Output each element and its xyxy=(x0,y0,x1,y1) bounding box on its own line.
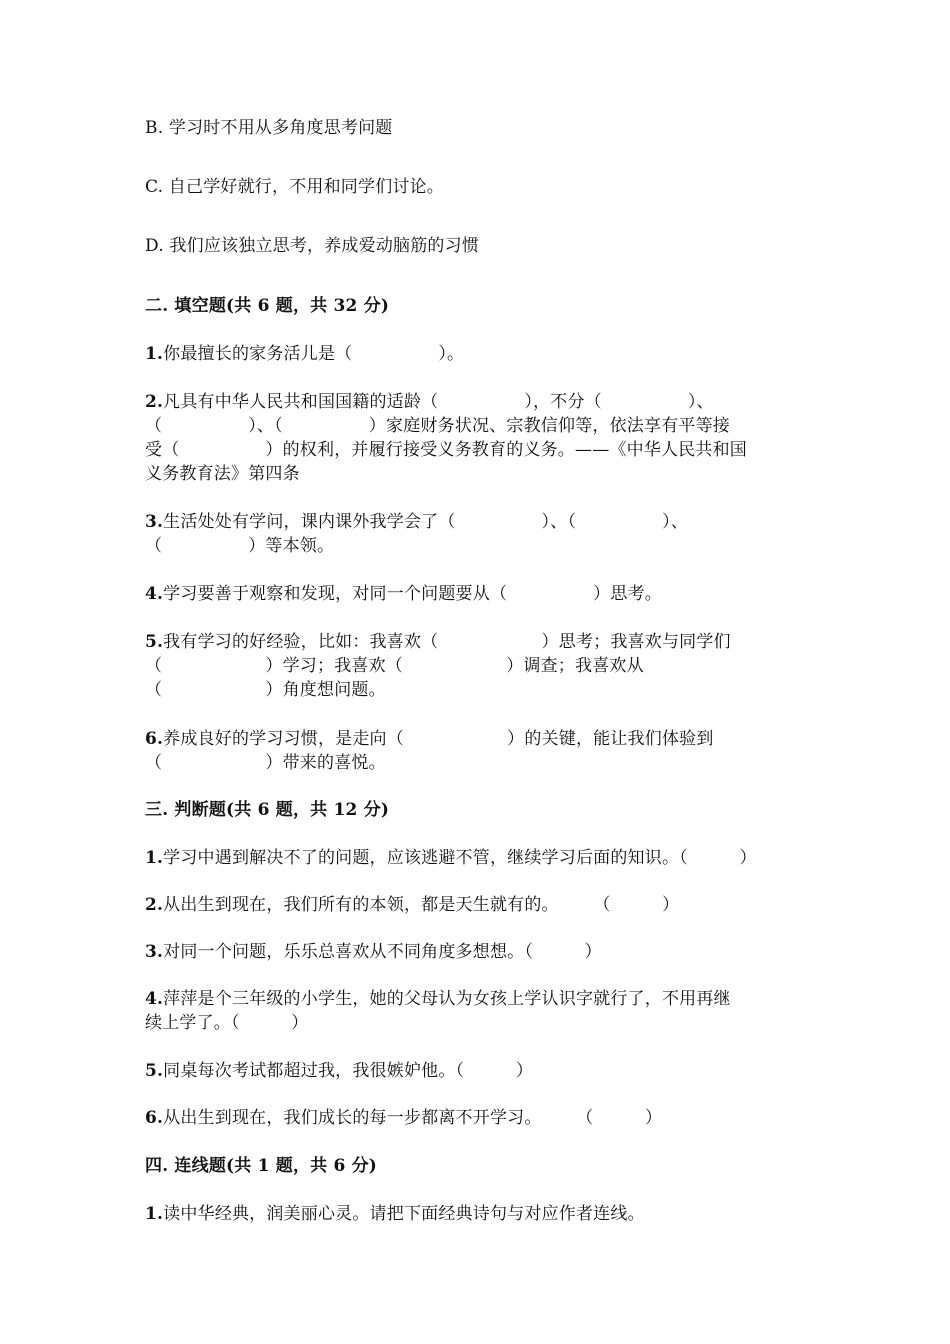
judge-question-1 xyxy=(145,846,757,870)
fill-question-2 xyxy=(145,390,714,414)
question-text: 你最擅长的家务活儿是（ ）。 xyxy=(163,344,465,364)
question-text: 读中华经典，润美丽心灵。请把下面经典诗句与对应作者连线。 xyxy=(163,1204,645,1224)
fill-question-1 xyxy=(145,342,464,366)
question-number: 3. xyxy=(145,942,164,962)
judge-question-3 xyxy=(145,940,602,964)
fill-question-5-line-2: （ ）学习；我喜欢（ ）调查；我喜欢从 xyxy=(145,656,644,676)
judge-question-2 xyxy=(145,893,679,917)
fill-question-2-line-2: （ ）、（ ）家庭财务状况、宗教信仰等，依法享有平等接 xyxy=(145,416,730,436)
question-text: 养成良好的学习习惯，是走向（ ）的关键，能让我们体验到 xyxy=(163,729,714,749)
question-text: 从出生到现在，我们成长的每一步都离不开学习。 （ ） xyxy=(163,1108,663,1128)
question-text: 学习中遇到解决不了的问题，应该逃避不管，继续学习后面的知识。（ ） xyxy=(163,848,757,868)
question-number: 2. xyxy=(145,895,164,915)
match-question-1 xyxy=(145,1202,645,1226)
question-text: 从出生到现在，我们所有的本领，都是天生就有的。 （ ） xyxy=(163,895,680,915)
question-number: 1. xyxy=(145,848,164,868)
question-number: 1. xyxy=(145,344,164,364)
question-text: 我有学习的好经验，比如：我喜欢（ ）思考；我喜欢与同学们 xyxy=(163,632,731,652)
question-text: 学习要善于观察和发现，对同一个问题要从（ ）思考。 xyxy=(163,584,662,604)
question-text: 对同一个问题，乐乐总喜欢从不同角度多想想。（ ） xyxy=(163,942,602,962)
fill-question-3 xyxy=(145,510,688,534)
question-number: 3. xyxy=(145,512,164,532)
question-number: 4. xyxy=(145,989,164,1009)
judge-question-6 xyxy=(145,1106,662,1130)
question-number: 6. xyxy=(145,729,164,749)
judge-question-5 xyxy=(145,1059,533,1083)
fill-question-4 xyxy=(145,582,662,606)
question-text: 凡具有中华人民共和国国籍的适龄（ ），不分（ ）、 xyxy=(163,392,714,412)
question-text: 同桌每次考试都超过我，我很嫉妒他。（ ） xyxy=(163,1061,534,1081)
question-number: 1. xyxy=(145,1204,164,1224)
question-text: 生活处处有学问，课内课外我学会了（ ）、（ ）、 xyxy=(163,512,689,532)
fill-question-2-line-3: 受（ ）的权利，并履行接受义务教育的义务。——《中华人民共和国 xyxy=(145,440,747,460)
question-text: 萍萍是个三年级的小学生，她的父母认为女孩上学认识字就行了，不用再继 xyxy=(163,989,731,1009)
question-number: 5. xyxy=(145,1061,164,1081)
section-title-fill-in: 二. 填空题(共 6 题，共 32 分) xyxy=(145,296,390,316)
question-number: 4. xyxy=(145,584,164,604)
fill-question-3-line-2: （ ）等本领。 xyxy=(145,536,335,556)
question-number: 5. xyxy=(145,632,164,652)
judge-question-4 xyxy=(145,987,731,1011)
question-number: 2. xyxy=(145,392,164,412)
judge-question-4-line-2: 续上学了。（ ） xyxy=(145,1013,309,1033)
option-c: C. 自己学好就行，不用和同学们讨论。 xyxy=(145,177,445,197)
fill-question-2-line-4: 义务教育法》第四条 xyxy=(145,464,300,484)
fill-question-6 xyxy=(145,727,714,751)
fill-question-5 xyxy=(145,630,731,654)
option-d: D. 我们应该独立思考，养成爱动脑筋的习惯 xyxy=(145,236,480,256)
fill-question-6-line-2: （ ）带来的喜悦。 xyxy=(145,753,386,773)
option-b: B. 学习时不用从多角度思考问题 xyxy=(145,118,393,138)
section-title-matching: 四. 连线题(共 1 题，共 6 分) xyxy=(145,1156,378,1176)
fill-question-5-line-3: （ ）角度想问题。 xyxy=(145,680,386,700)
question-number: 6. xyxy=(145,1108,164,1128)
section-title-true-false: 三. 判断题(共 6 题，共 12 分) xyxy=(145,800,390,820)
